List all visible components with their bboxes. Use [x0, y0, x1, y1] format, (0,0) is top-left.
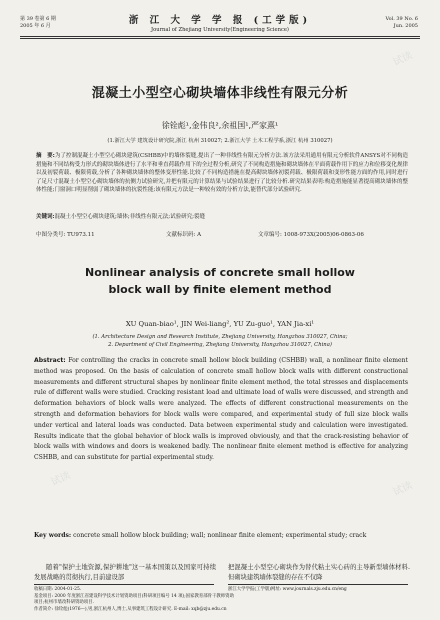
abstract-en-text: For controlling the cracks in concrete small hollow block building (CSHBB) wall, a nonlinear finite element method was proposed. On the basis of calculation of concrete small hollow block walls with different constructional measurements and different structural shapes by nonlinear finite element method, the total stresses and displacements rule of different walls were studied. Cracking resistant load and ultimate load of walls were discussed, and strength and deformation behaviors of block walls were analyzed. The effects of different constructional measurements on the strength and deformation behaviors for block walls were compared, and experimental study of full size block walls under vertical and lateral loads was conducted. Data between experimental study and calculation were investigated. Results indicate that the global behavior of block walls is improved obviously, and that the crack-resisting behavior of block walls with windows and doors is weakened badly. The nonlinear finite element method is effective for analyzing CSHBB, and can substitute for partial experimental study. [34, 357, 409, 462]
issue-volume: 第 39 卷第 6 期 [20, 16, 56, 22]
issue-date: 2005 年 6 月 [20, 23, 51, 29]
paper-title-en-line1: Nonlinear analysis of concrete small hollow [85, 266, 355, 279]
paper-title-en-line2: block wall by finite element method [108, 283, 332, 296]
authors-en: XU Quan-biao¹, JIN Wei-liang², YU Zu-guo¹, YAN Jia-xi¹ [125, 320, 315, 328]
footnote-received: 收稿日期: 2004-01-25. [34, 587, 82, 592]
watermark-stamp: 试读 [391, 50, 415, 69]
keywords-cn-label: 关键词: [36, 214, 55, 220]
abstract-en-label: Abstract: [34, 357, 66, 364]
abstract-cn [36, 152, 408, 195]
keywords-en [34, 531, 408, 542]
footnote-website: 浙江大学学报(工学版)网址: www.journals.zju.edu.cn/eng [228, 587, 347, 592]
doc-code: 文献标识码: A [166, 232, 202, 238]
paper-title-en [0, 264, 440, 298]
header-rule [20, 36, 420, 37]
abstract-en [34, 356, 408, 464]
footnote-rule-left [34, 584, 214, 585]
clc-number: 中图分类号: TU973.11 [36, 232, 95, 238]
journal-name-cn: 浙 江 大 学 学 报 (工学版) [128, 15, 312, 26]
watermark-stamp: 试读 [391, 480, 415, 499]
header-rule-thin [20, 38, 420, 39]
abstract-cn-text: 为了控制混凝土小型空心砌块建筑(CSHBB)中的墙体裂缝,提出了一种非线性有限元分析方法.该方法采用通用有限元分析软件ANSYS对不同构造措施和不同结构受力形式的砌块墙体进行了水平和垂直荷载作用下的全过程分析,研究了不同构造措施和砌块墙体在平面荷载作用下的应力和位移变化规律以及初裂荷载、极限荷载,分析了各种砌块墙体的整体变形性能.比较了不同构造措施在提高砌块墙体初裂荷载、极限荷载和变形性能方面的作用,同时进行了足尺寸混凝土小型空心砌块墙体的抗侧力试验研究,并把有限元的计算结果与试验结果进行了比较分析.研究结果表明:构造措施能显著提高砌块墙体的整体性能;门窗洞口明显削弱了砌块墙体的抗裂性能;该有限元方法是一种较有效的分析方法,能替代部分试验研究. [36, 153, 408, 193]
footnotes-left [34, 587, 234, 613]
footnote-funding: 基金项目: 2000 年度浙江省建设科学技术计划资助项目(科研项目编号 14 项);国家教育部骨干教师资助项目;杭州市墙改科研资助项目. [34, 593, 234, 606]
watermark-stamp: 试读 [49, 470, 73, 489]
body-column-right: 把混凝土小型空心砌块作为替代粘土实心砖的主导新型墙体材料.但砌块建筑墙体裂缝的存在不仅降 [228, 564, 410, 581]
keywords-cn [36, 213, 408, 222]
footnotes-right [228, 587, 408, 594]
issue-date-en: Jun. 2005 [393, 23, 418, 29]
footnote-rule-right [228, 584, 408, 585]
affiliations-cn: (1.浙江大学 建筑设计研究院,浙江 杭州 310027; 2.浙江大学 土木工程学系,浙江 杭州 310027) [107, 138, 333, 144]
keywords-en-text: concrete small hollow block building; wall; nonlinear finite element; experimental study; crack [73, 532, 367, 539]
journal-name-en: Journal of Zhejiang University(Engineering Science) [151, 27, 289, 33]
issue-volume-en: Vol. 39 No. 6 [385, 16, 418, 22]
keywords-cn-text: 混凝土小型空心砌块建筑;墙体;非线性有限元法;试验研究;裂缝 [54, 214, 205, 220]
issue-info-en [385, 16, 418, 30]
affiliation-en-1: (1. Architecture Design and Research Institute, Zhejiang University, Hangzhou 310027, China; [92, 334, 348, 340]
authors-cn: 徐铨彪¹,金伟良²,余祖国¹,严家熹¹ [161, 121, 279, 130]
abstract-cn-label: 摘 要: [36, 153, 55, 159]
footnote-author: 作者简介: 徐铨彪(1976—),男,浙江杭州人,博士,从事建筑工程设计研究. E-mail: xqb@zju.edu.cn [34, 606, 227, 612]
body-column-left: 随着"保护土地资源,保护耕地"这一基本国策以及国家可持续发展战略的贯彻执行,目前建设部 [34, 564, 216, 581]
keywords-en-label: Key words: [34, 532, 72, 539]
affiliations-en [0, 333, 440, 349]
article-number: 文章编号: 1008-973X(2005)06-0863-06 [258, 232, 364, 238]
affiliation-en-2: 2. Department of Civil Engineering, Zhejiang University, Hangzhou 310027, China) [108, 342, 332, 348]
journal-masthead [0, 12, 440, 33]
paper-title-cn: 混凝土小型空心砌块墙体非线性有限元分析 [91, 86, 349, 101]
